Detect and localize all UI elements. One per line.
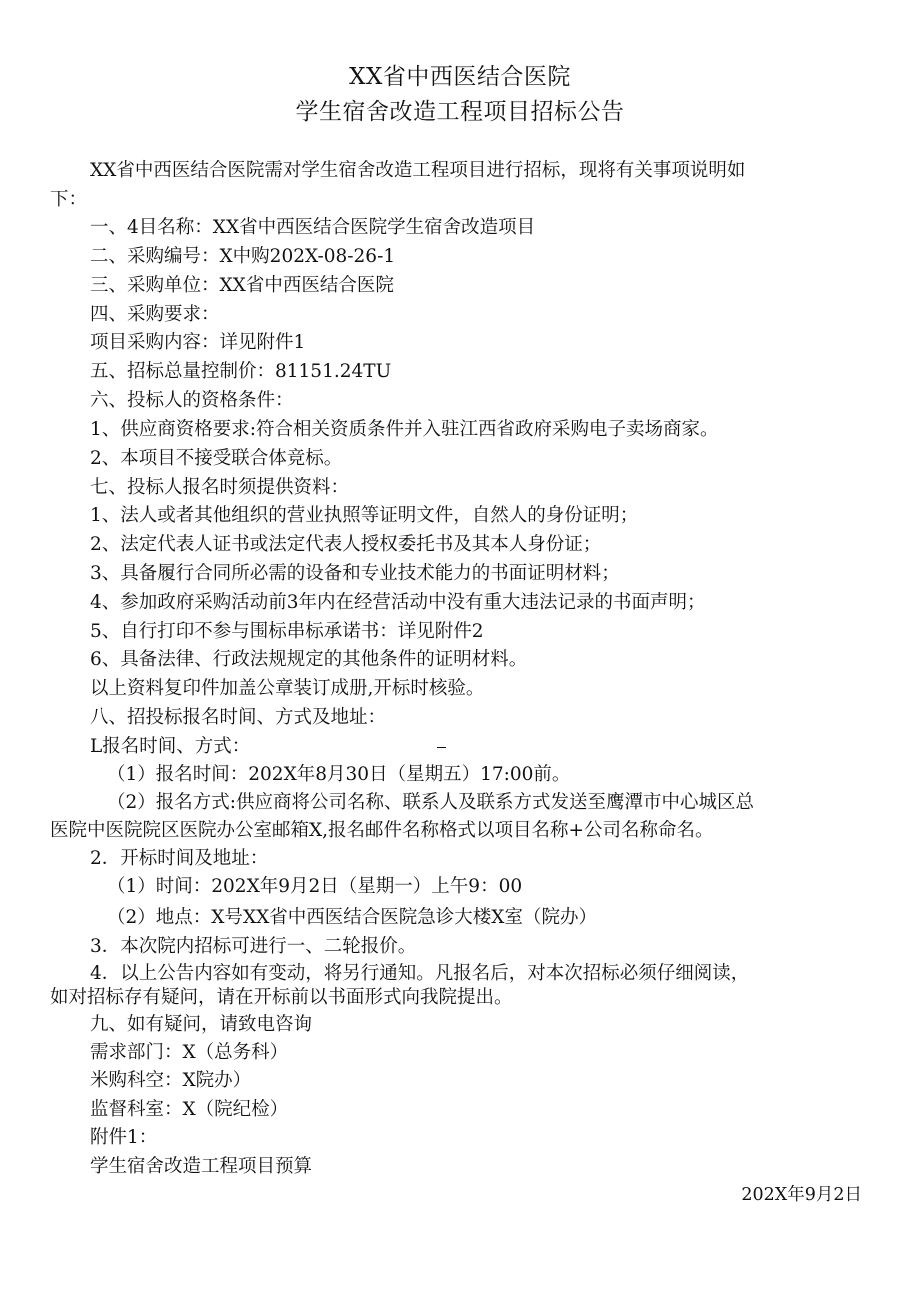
- item-supervision-office: 监督科室：X（院纪检）: [90, 1099, 289, 1120]
- item-opening-time: （1）时间：202X年9月2日（星期一）上午9：00: [107, 876, 523, 897]
- item-materials-heading: 七、投标人报名时须提供资料：: [90, 477, 350, 498]
- item-materials-note: 以上资料复印件加盖公章装订成册,开标时核验。: [90, 678, 485, 699]
- item-material-5: 5、自行打印不参与围标串标承诺书：详见附件2: [90, 621, 484, 642]
- item-qualifications-heading: 六、投标人的资格条件：: [90, 390, 294, 411]
- item-registration-heading: 八、招投标报名时间、方式及地址：: [90, 707, 387, 728]
- item-registration-method-1: （2）报名方式:供应商将公司名称、联系人及联系方式发送至鹰潭市中心城区总: [107, 792, 755, 813]
- item-registration-method-2: 医院中医院院区医院办公室邮箱X,报名邮件名称格式以项目名称+公司名称命名。: [50, 820, 714, 841]
- item-procurement-unit: 三、采购单位：XX省中西医结合医院: [90, 275, 394, 296]
- item-registration-time: （1）报名时间：202X年8月30日（星期五）17:00前。: [107, 764, 571, 785]
- document-title-org: XX省中西医结合医院: [349, 64, 571, 90]
- item-material-1: 1、法人或者其他组织的营业执照等证明文件，自然人的身份证明；: [90, 505, 639, 526]
- item-material-3: 3、具备履行合同所必需的设备和专业技术能力的书面证明材料；: [90, 563, 620, 584]
- stray-underscore-mark: [437, 747, 446, 748]
- item-material-4: 4、参加政府采购活动前3年内在经营活动中没有重大违法记录的书面声明；: [90, 592, 706, 613]
- intro-line-2: 下：: [50, 189, 88, 210]
- item-control-price: 五、招标总量控制价：81151.24TU: [90, 361, 392, 382]
- item-qualification-2: 2、本项目不接受联合体竞标。: [90, 448, 343, 469]
- document-title-project: 学生宿舍改造工程项目招标公告: [295, 99, 625, 125]
- item-opening-location: （2）地点：X号XX省中西医结合医院急诊大楼X室（院办）: [107, 907, 597, 928]
- item-opening-heading: 2．开标时间及地址：: [90, 848, 269, 869]
- item-material-6: 6、具备法律、行政法规规定的其他条件的证明材料。: [90, 649, 528, 670]
- item-attachment-label: 附件1：: [90, 1127, 158, 1148]
- item-bidding-rounds: 3．本次院内招标可进行一、二轮报价。: [90, 936, 417, 957]
- item-demand-department: 需求部门：X（总务科）: [90, 1042, 289, 1063]
- item-notice-change-2: 如对招标存有疑问，请在开标前以书面形式向我院提出。: [50, 987, 513, 1008]
- item-attachment-title: 学生宿舍改造工程项目预算: [90, 1156, 313, 1177]
- intro-line-1: XX省中西医结合医院需对学生宿舍改造工程项目进行招标，现将有关事项说明如: [90, 160, 746, 181]
- item-contact-heading: 九、如有疑问，请致电咨询: [90, 1014, 313, 1035]
- item-procurement-content: 项目采购内容：详见附件1: [90, 332, 306, 353]
- item-requirements-heading: 四、采购要求：: [90, 304, 220, 325]
- item-material-2: 2、法定代表人证书或法定代表人授权委托书及其本人身份证；: [90, 534, 602, 555]
- item-procurement-office: 米购科空：X院办）: [90, 1070, 252, 1091]
- item-procurement-number: 二、采购编号：X中购202X-08-26-1: [90, 246, 396, 267]
- item-registration-subheading: L报名时间、方式：: [90, 736, 251, 757]
- item-qualification-1: 1、供应商资格要求:符合相关资质条件并入驻江西省政府采购电子卖场商家。: [90, 419, 719, 440]
- document-date: 202X年9月2日: [741, 1185, 862, 1205]
- item-project-name: 一、4目名称：XX省中西医结合医院学生宿舍改造项目: [90, 217, 536, 238]
- item-notice-change-1: 4．以上公告内容如有变动，将另行通知。凡报名后，对本次招标必须仔细阅读，: [90, 963, 750, 984]
